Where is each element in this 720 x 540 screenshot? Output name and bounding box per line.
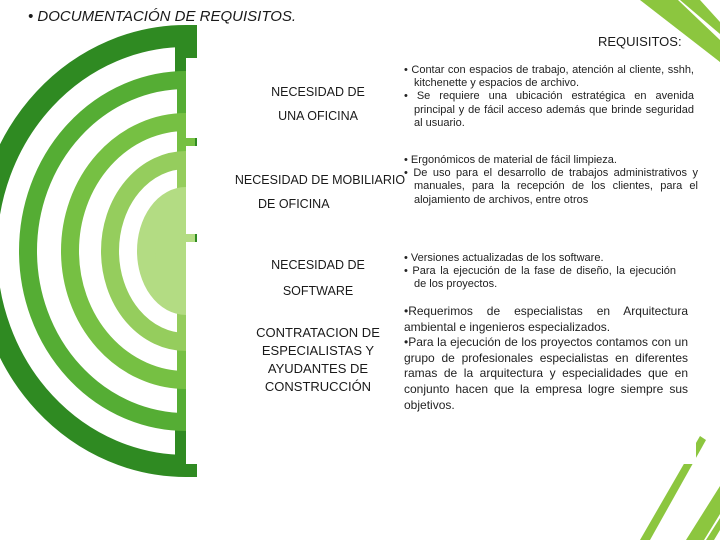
need-label-line: ESPECIALISTAS Y	[261, 343, 375, 358]
need-label-line: UNA OFICINA	[278, 109, 358, 123]
requirement-item: •Requerimos de especialistas en Arquitectura ambiental e ingenieros especializados.	[404, 304, 688, 334]
requirements-office	[404, 64, 694, 130]
need-label-line: SOFTWARE	[282, 284, 354, 298]
need-software-label	[256, 252, 380, 304]
need-label-line: NECESIDAD DE	[271, 85, 365, 99]
requirement-item: • Para la ejecución de la fase de diseño, la ejecución de los proyectos.	[404, 265, 676, 291]
inner-arc	[146, 196, 186, 306]
need-label-line: NECESIDAD DE	[271, 258, 365, 272]
requirements-header: REQUISITOS:	[598, 34, 682, 49]
requirements-specialists	[404, 304, 688, 413]
requirements-furniture	[404, 154, 698, 207]
slide-title: • DOCUMENTACIÓN DE REQUISITOS.	[28, 8, 297, 25]
requirements-software	[404, 252, 676, 292]
corner-arrows-decoration	[640, 0, 720, 62]
requirement-item: • Contar con espacios de trabajo, atención al cliente, sshh, kitchenette y espacios de archivo.	[404, 64, 694, 90]
need-specialists-label	[246, 324, 390, 396]
concentric-arcs	[0, 36, 186, 466]
requirement-item: • Versiones actualizadas de los software.	[404, 252, 604, 264]
requirement-item: • Ergonómicos de material de fácil limpieza.	[404, 154, 617, 166]
requirement-item: • Se requiere una ubicación estratégica en avenida principal y de fácil acceso además que brinde seguridad al usuario.	[404, 90, 694, 129]
need-label-line: CONSTRUCCIÓN	[264, 379, 372, 394]
requirement-item: • De uso para el desarrollo de trabajos administrativos y manuales, para la recepción de los clientes, para el alojamiento de archivos, entre otros	[404, 167, 698, 206]
need-office-label	[256, 80, 380, 128]
need-label-line: NECESIDAD DE MOBILIARIO	[234, 173, 406, 187]
requirement-item: •Para la ejecución de los proyectos contamos con un grupo de profesionales especialistas en diferentes ramas de la arquitectura y especialidades que en conjunto hacen que la empresa logre siempre sus objetivos.	[404, 335, 688, 412]
need-label-line: CONTRATACION DE	[256, 325, 380, 340]
need-furniture-label	[228, 168, 412, 216]
need-label-line: DE OFICINA	[258, 197, 330, 211]
need-label-line: AYUDANTES DE	[267, 361, 369, 376]
